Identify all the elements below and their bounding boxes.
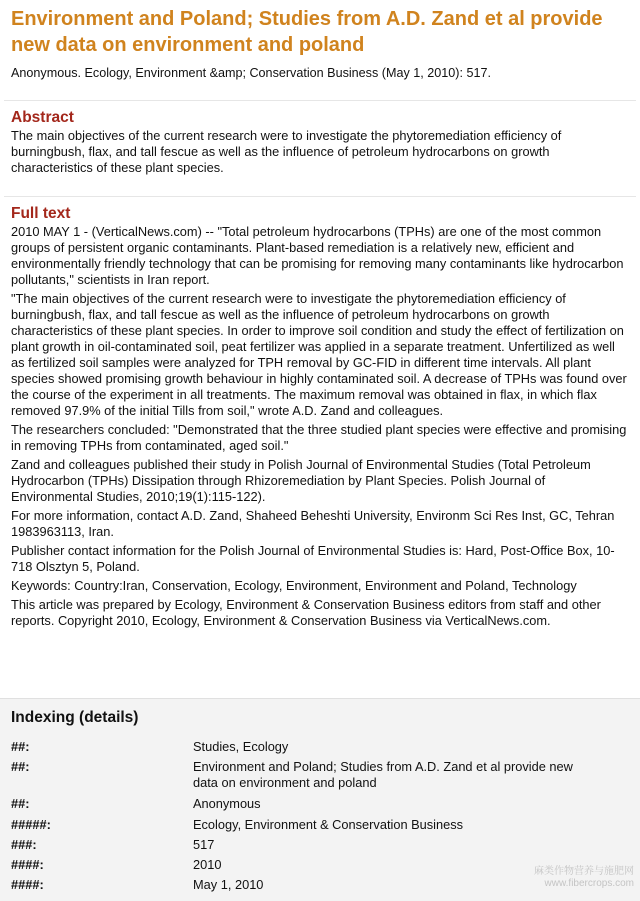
indexing-value: 517 — [193, 837, 215, 852]
indexing-key: ##: — [11, 759, 30, 774]
article-title: Environment and Poland; Studies from A.D. Zand et al provide new data on environment and poland — [11, 8, 603, 56]
indexing-value: Environment and Poland; Studies from A.D. Zand et al provide new data on environment and poland — [193, 759, 573, 790]
fulltext-paragraph: Zand and colleagues published their study in Polish Journal of Environmental Studies (Total Petroleum Hydrocarbon (TPHs) Dissipation through Rhizoremediation by Plant Species. Polish Journal of Environmental Studies, 2010;19(1):115-122). — [11, 457, 591, 504]
fulltext-paragraph: For more information, contact A.D. Zand, Shaheed Beheshti University, Environm Sci Res Inst, GC, Tehran 1983963113, Iran. — [11, 508, 615, 539]
fulltext-paragraph: Keywords: Country:Iran, Conservation, Ecology, Environment, Environment and Poland, Technology — [11, 578, 577, 593]
indexing-value: Ecology, Environment & Conservation Business — [193, 817, 464, 832]
fulltext-paragraph: This article was prepared by Ecology, Environment & Conservation Business editors from staff and other reports. Copyright 2010, Ecology, Environment & Conservation Business via VerticalNews.com. — [11, 597, 601, 628]
indexing-key: ###: — [11, 837, 37, 852]
abstract-heading: Abstract — [11, 109, 74, 126]
section-divider — [4, 196, 636, 197]
indexing-key: #####: — [11, 817, 51, 832]
watermark-line: www.fibercrops.com — [544, 878, 634, 889]
indexing-value: May 1, 2010 — [193, 877, 264, 892]
fulltext-heading: Full text — [11, 205, 71, 222]
fulltext-body — [11, 224, 627, 632]
indexing-value: Anonymous — [193, 796, 261, 811]
indexing-key: ####: — [11, 857, 44, 872]
article-citation: Anonymous. Ecology, Environment &amp; Conservation Business (May 1, 2010): 517. — [11, 66, 491, 80]
watermark-line: 麻类作物营养与施肥网 — [534, 866, 634, 877]
indexing-key: ##: — [11, 739, 30, 754]
fulltext-paragraph: The researchers concluded: "Demonstrated that the three studied plant species were effective and promising in removing TPHs from contaminated, aged soil." — [11, 422, 627, 453]
indexing-key: ##: — [11, 796, 30, 811]
indexing-value: Studies, Ecology — [193, 739, 289, 754]
section-divider — [4, 100, 636, 101]
site-watermark — [534, 866, 634, 890]
indexing-value: 2010 — [193, 857, 222, 872]
indexing-key: ####: — [11, 877, 44, 892]
fulltext-paragraph: Publisher contact information for the Polish Journal of Environmental Studies is: Hard, Post-Office Box, 10-718 Olsztyn 5, Poland. — [11, 543, 615, 574]
fulltext-paragraph: 2010 MAY 1 - (VerticalNews.com) -- "Total petroleum hydrocarbons (TPHs) are one of the most common groups of persistent organic contaminants. Plant-based remediation is a relatively new, efficient and environmentally friendly technology that can be promising for removing many contaminants like hydrocarbon pollutants," scientists in Iran report. — [11, 224, 624, 287]
indexing-heading: Indexing (details) — [11, 709, 139, 726]
abstract-text: The main objectives of the current research were to investigate the phytoremediation efficiency of burningbush, flax, and tall fescue as well as the influence of petroleum hydrocarbons on growth characteristics of these plant species. — [11, 128, 562, 175]
fulltext-paragraph: "The main objectives of the current research were to investigate the phytoremediation efficiency of burningbush, flax, and tall fescue as well as the influence of petroleum hydrocarbons on growth characteristics of these plant species. In order to improve soil condition and study the effect of fertilization on plant growth in oil-contaminated soil, peat fertilizer was applied in a separate treatment. Unfertilized as well as fertilized soil samples were analyzed for TPH removal by GC-FID in different time intervals. All plant species showed promising growth behaviour in highly contaminated soil. A decrease of TPHs was found over the course of the experiment in all treatments. The maximum removal was obtained in flax, in which flax removed 97.9% of the initial Tills from soil," wrote A.D. Zand and colleagues. — [11, 291, 627, 418]
